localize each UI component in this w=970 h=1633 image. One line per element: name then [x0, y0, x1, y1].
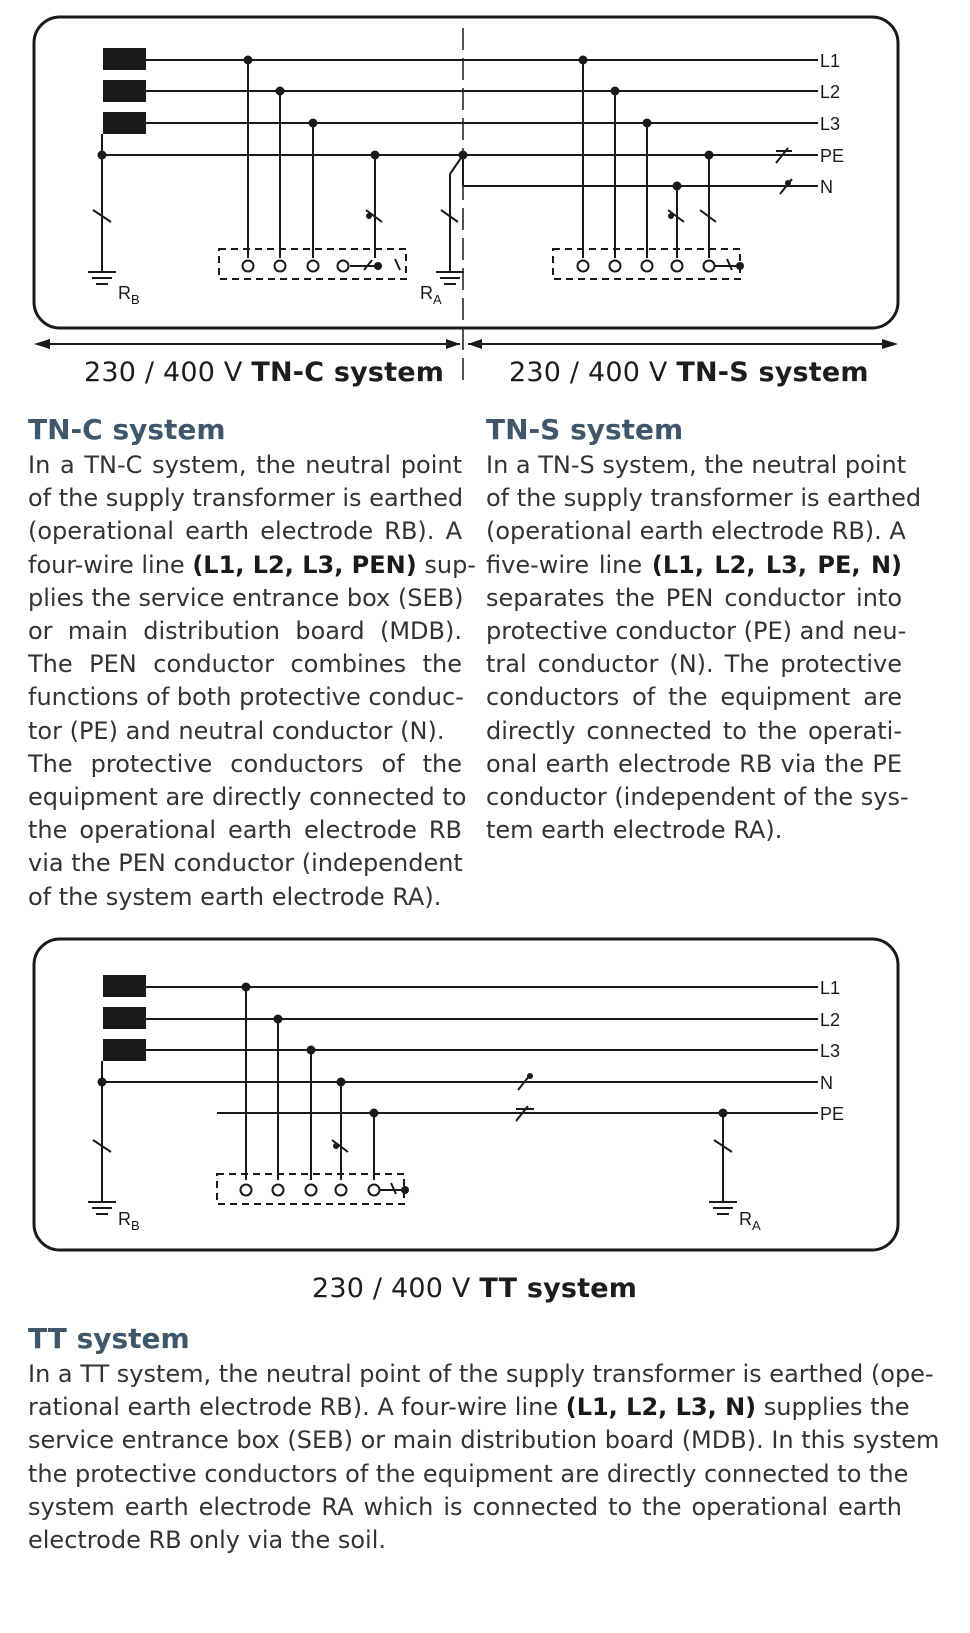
tt-diagram: [0, 930, 970, 1260]
tt-label-pe: PE: [820, 1104, 845, 1124]
caption-tt: 230 / 400 V TT system: [312, 1273, 638, 1304]
tt-transformer-winding-2: [103, 1007, 146, 1029]
label-l2: L2: [820, 82, 841, 102]
tt-transformer-winding-1: [103, 975, 146, 997]
label-l1: L1: [820, 51, 841, 71]
tt-heading: TT system: [28, 1322, 190, 1355]
transformer-winding-1: [103, 48, 146, 70]
tt-description: In a TT system, the neutral point of the supply transformer is earthed (ope- rational earth electrode RB). A four-wire line (L1, L2, L3, N) supplies the service entrance box (SEB) or main distribution board (MDB). In this system the protective conductors of the equipment are directly connected to the system earth electrode RA which is connected to the operational earth electrode RB only via the soil.: [28, 1360, 940, 1555]
tt-diagram-frame: [34, 939, 898, 1250]
tt-label-rb: $R_B$: [118, 1209, 140, 1233]
label-n: N: [820, 177, 833, 197]
label-pe: PE: [820, 146, 845, 166]
tt-label-n: N: [820, 1073, 833, 1093]
tt-label-l2: L2: [820, 1010, 841, 1030]
tt-label-l1: L1: [820, 978, 841, 998]
tns-description: In a TN-S system, the neutral point of the supply transformer is earthed (operational earth electrode RB). A five-wire line (L1, L2, L3, PE, N) separates the PEN conductor into protective conductor (PE) and neu- tral conductor (N). The protective conductors of the equipment are directly connected to the operati- onal earth electrode RB via the PE conductor (independent of the sys- tem earth electrode RA).: [486, 451, 922, 845]
label-l3: L3: [820, 114, 841, 134]
tt-label-ra: $R_A$: [739, 1209, 761, 1233]
tt-transformer-winding-3: [103, 1039, 146, 1061]
tns-heading: TN-S system: [486, 413, 684, 446]
tn-diagram-frame: [34, 17, 898, 328]
label-ra: $R_A$: [420, 283, 442, 307]
transformer-winding-3: [103, 112, 146, 134]
transformer-winding-2: [103, 80, 146, 102]
tn-diagram: [0, 0, 970, 400]
caption-tns: 230 / 400 V TN-S system: [509, 357, 869, 388]
tt-label-l3: L3: [820, 1041, 841, 1061]
tnc-heading: TN-C system: [28, 413, 226, 446]
tnc-description: In a TN-C system, the neutral point of the supply transformer is earthed (operational earth electrode RB). A four-wire line (L1, L2, L3, PEN) sup- plies the service entrance box (SEB) or main distribution board (MDB). The PEN conductor combines the functions of both protective conduc- tor (PE) and neutral conductor (N). The protective conductors of the equipment are directly connected to the operational earth electrode RB via the PEN conductor (independent of the system earth electrode RA).: [28, 451, 476, 911]
caption-tnc: 230 / 400 V TN-C system: [84, 357, 445, 388]
label-rb: $R_B$: [118, 283, 140, 307]
